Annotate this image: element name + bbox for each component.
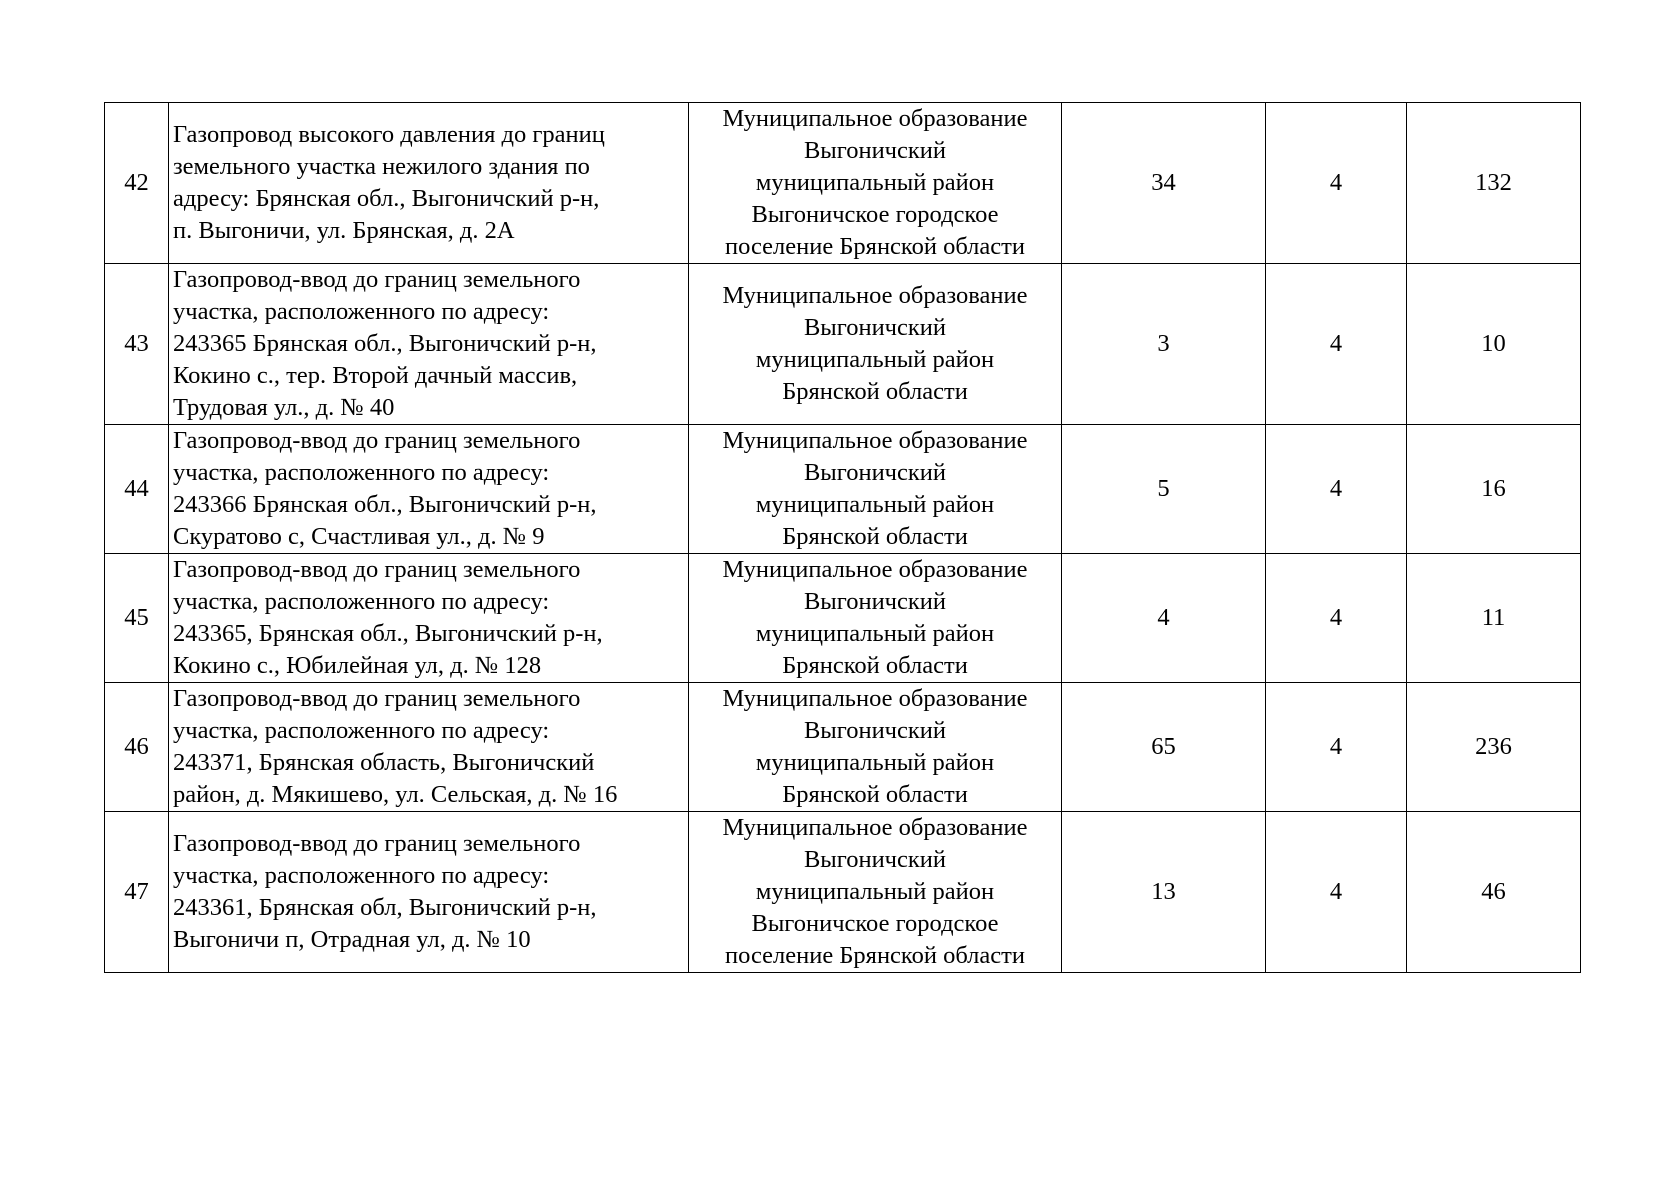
- object-name-line: участка, расположенного по адресу:: [173, 588, 550, 615]
- owner-line: муниципальный район: [755, 491, 995, 518]
- owner-line: Муниципальное образование: [722, 282, 1028, 309]
- category-value-cell: 4: [1266, 425, 1407, 554]
- amount-value-cell: 11: [1407, 554, 1581, 683]
- owner-line: Выгоничское городское: [751, 201, 999, 228]
- row-number-cell: 47: [105, 812, 169, 973]
- object-name-line: 243361, Брянская обл, Выгоничский р-н,: [173, 894, 597, 921]
- table-row: [105, 425, 1581, 554]
- table-body: [105, 103, 1581, 973]
- owner-line: муниципальный район: [755, 169, 995, 196]
- amount-value-cell: 16: [1407, 425, 1581, 554]
- row-number-cell: 43: [105, 264, 169, 425]
- table-row: [105, 103, 1581, 264]
- row-number-cell: 42: [105, 103, 169, 264]
- owner-line: Выгоничское городское: [751, 910, 999, 937]
- owner-line: муниципальный район: [755, 749, 995, 776]
- amount-value-cell: 236: [1407, 683, 1581, 812]
- object-name-cell: [169, 554, 689, 683]
- category-value-cell: 4: [1266, 683, 1407, 812]
- owner-line: Муниципальное образование: [722, 427, 1028, 454]
- object-name-line: Скуратово с, Счастливая ул., д. № 9: [173, 523, 545, 550]
- owner-cell: [689, 554, 1062, 683]
- owner-cell: [689, 812, 1062, 973]
- object-name-line: 243365, Брянская обл., Выгоничский р-н,: [173, 620, 603, 647]
- owner-line: Муниципальное образование: [722, 685, 1028, 712]
- object-name-line: Газопровод-ввод до границ земельного: [173, 685, 581, 712]
- owner-line: муниципальный район: [755, 878, 995, 905]
- object-name-line: Газопровод-ввод до границ земельного: [173, 427, 581, 454]
- length-value-cell: 65: [1062, 683, 1266, 812]
- object-name-line: 243365 Брянская обл., Выгоничский р-н,: [173, 330, 597, 357]
- owner-line: Выгоничский: [803, 588, 947, 615]
- owner-cell: [689, 683, 1062, 812]
- category-value-cell: 4: [1266, 264, 1407, 425]
- table-row: [105, 554, 1581, 683]
- object-name-line: участка, расположенного по адресу:: [173, 717, 550, 744]
- table-row: [105, 264, 1581, 425]
- length-value-cell: 34: [1062, 103, 1266, 264]
- category-value-cell: 4: [1266, 554, 1407, 683]
- object-name-line: участка, расположенного по адресу:: [173, 862, 550, 889]
- owner-line: Брянской области: [782, 523, 968, 550]
- length-value-cell: 13: [1062, 812, 1266, 973]
- object-name-line: участка, расположенного по адресу:: [173, 298, 550, 325]
- object-name-line: Газопровод-ввод до границ земельного: [173, 830, 581, 857]
- object-name-line: Выгоничи п, Отрадная ул, д. № 10: [173, 926, 531, 953]
- amount-value-cell: 132: [1407, 103, 1581, 264]
- owner-line: Муниципальное образование: [722, 556, 1028, 583]
- owner-line: Брянской области: [782, 781, 968, 808]
- object-name-line: п. Выгоничи, ул. Брянская, д. 2А: [173, 217, 515, 244]
- length-value-cell: 5: [1062, 425, 1266, 554]
- gas-pipeline-table: [104, 102, 1581, 973]
- object-name-line: Кокино с., тер. Второй дачный массив,: [173, 362, 578, 389]
- owner-line: Выгоничский: [803, 846, 947, 873]
- object-name-line: район, д. Мякишево, ул. Сельская, д. № 16: [173, 781, 618, 808]
- object-name-line: участка, расположенного по адресу:: [173, 459, 550, 486]
- owner-line: Брянской области: [782, 652, 968, 679]
- amount-value-cell: 46: [1407, 812, 1581, 973]
- category-value-cell: 4: [1266, 812, 1407, 973]
- object-name-cell: [169, 103, 689, 264]
- owner-line: Муниципальное образование: [722, 105, 1028, 132]
- object-name-line: Газопровод высокого давления до границ: [173, 121, 605, 148]
- owner-line: Выгоничский: [803, 459, 947, 486]
- object-name-line: Газопровод-ввод до границ земельного: [173, 266, 581, 293]
- table-row: [105, 812, 1581, 973]
- owner-cell: [689, 425, 1062, 554]
- length-value-cell: 4: [1062, 554, 1266, 683]
- row-number-cell: 45: [105, 554, 169, 683]
- row-number-cell: 46: [105, 683, 169, 812]
- owner-line: Выгоничский: [803, 717, 947, 744]
- category-value-cell: 4: [1266, 103, 1407, 264]
- table-row: [105, 683, 1581, 812]
- owner-line: муниципальный район: [755, 346, 995, 373]
- object-name-line: 243371, Брянская область, Выгоничский: [173, 749, 595, 776]
- object-name-line: Кокино с., Юбилейная ул, д. № 128: [173, 652, 542, 679]
- owner-line: Брянской области: [782, 378, 968, 405]
- owner-cell: [689, 264, 1062, 425]
- owner-line: Муниципальное образование: [722, 814, 1028, 841]
- owner-line: Выгоничский: [803, 314, 947, 341]
- owner-line: Выгоничский: [803, 137, 947, 164]
- row-number-cell: 44: [105, 425, 169, 554]
- amount-value-cell: 10: [1407, 264, 1581, 425]
- owner-line: поселение Брянской области: [725, 233, 1025, 260]
- object-name-cell: [169, 683, 689, 812]
- owner-line: поселение Брянской области: [725, 942, 1025, 969]
- object-name-line: земельного участка нежилого здания по: [173, 153, 590, 180]
- owner-line: муниципальный район: [755, 620, 995, 647]
- object-name-line: 243366 Брянская обл., Выгоничский р-н,: [173, 491, 597, 518]
- object-name-line: Трудовая ул., д. № 40: [173, 394, 395, 421]
- object-name-cell: [169, 264, 689, 425]
- object-name-line: адресу: Брянская обл., Выгоничский р-н,: [173, 185, 600, 212]
- owner-cell: [689, 103, 1062, 264]
- object-name-line: Газопровод-ввод до границ земельного: [173, 556, 581, 583]
- object-name-cell: [169, 425, 689, 554]
- object-name-cell: [169, 812, 689, 973]
- length-value-cell: 3: [1062, 264, 1266, 425]
